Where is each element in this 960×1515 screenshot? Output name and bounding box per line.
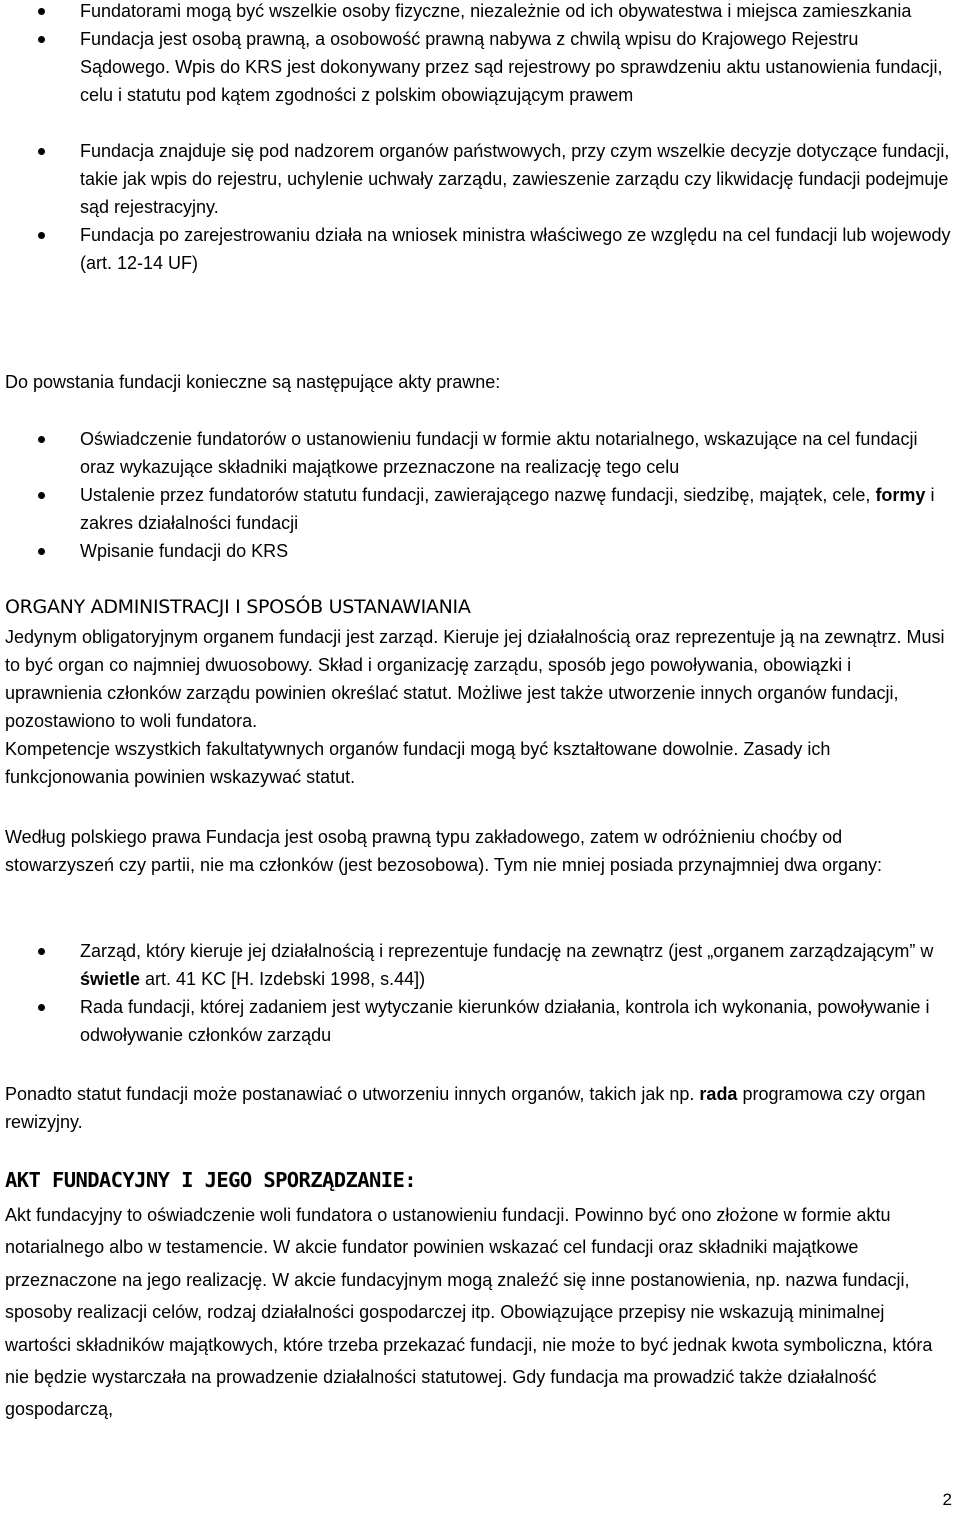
- ponadto-text: Ponadto statut fundacji może postanawiać o utworzeniu innych organów, takich jak np.: [5, 1084, 700, 1104]
- list-item: [0, 993, 960, 1049]
- bullet-list-organy: [0, 937, 960, 1049]
- paragraph-akty-intro: [0, 368, 960, 396]
- list-item: [0, 0, 960, 25]
- list-item-text: Fundacja znajduje się pod nadzorem organów państwowych, przy czym wszelkie decyzje dotyczące fundacji, takie jak wpis do rejestru, uchylenie uchwały zarządu, zawieszenie zarządu czy likwidację fundacji podejmuje sąd rejestracyjny.: [80, 141, 950, 217]
- list-item-text: Rada fundacji, której zadaniem jest wytyczanie kierunków działania, kontrola ich wykonania, powoływanie i odwoływanie członków zarządu: [80, 997, 930, 1045]
- list-item: [0, 221, 960, 277]
- ponadto-text-tail: programowa czy organ rewizyjny.: [5, 1084, 926, 1132]
- paragraph-akt: [0, 1199, 960, 1426]
- section-heading-organy: ORGANY ADMINISTRACJI I SPOSÓB USTANAWIANIA: [5, 596, 471, 618]
- bullet-icon: [38, 148, 45, 155]
- list-item: [0, 137, 960, 221]
- akt-text: Akt fundacyjny to oświadczenie woli fundatora o ustanowieniu fundacji. Powinno być ono złożone w formie aktu notarialnego albo w testamencie. W akcie fundator powinien wskazać cel fundacji oraz składniki majątkowe przeznaczone na jego realizację. W akcie fundacyjnym mogą znaleźć się inne postanowienia, np. nazwa fundacji, sposoby realizacji celów, rodzaj działalności gospodarczej itp. Obowiązujące przepisy nie wskazują minimalnej wartości składników majątkowych, które trzeba przekazać fundacji, nie może to być jednak kwota symboliczna, która nie będzie wystarczała na prowadzenie działalności statutowej. Gdy fundacja ma prowadzić także działalność gospodarczą,: [5, 1205, 933, 1420]
- list-item-text: Fundatorami mogą być wszelkie osoby fizyczne, niezależnie od ich obywatestwa i miejsca zamieszkania: [80, 1, 912, 21]
- organy-para-1: Jedynym obligatoryjnym organem fundacji jest zarząd. Kieruje jej działalnością oraz reprezentuje ją na zewnątrz. Musi to być organ co najmniej dwuosobowy. Skład i organizację zarządu, sposób jego powoływania, obowiązki i uprawnienia członków zarządu powinien określać statut. Możliwe jest także utworzenie innych organów fundacji, pozostawiono to woli fundatora.: [5, 627, 945, 731]
- section-heading-akt: AKT FUNDACYJNY I JEGO SPORZĄDZANIE:: [5, 1168, 416, 1192]
- list-item-text-tail: art. 41 KC [H. Izdebski 1998, s.44]): [140, 969, 426, 989]
- list-item: [0, 937, 960, 993]
- list-item-text: Zarząd, który kieruje jej działalnością i reprezentuje fundację na zewnątrz (jest „organem zarządzającym” w: [80, 941, 934, 961]
- paragraph-ponadto: [0, 1080, 960, 1136]
- bullet-icon: [38, 8, 45, 15]
- list-item-text: Ustalenie przez fundatorów statutu fundacji, zawierającego nazwę fundacji, siedzibę, majątek, cele,: [80, 485, 876, 505]
- bullet-icon: [38, 492, 45, 499]
- prawo-text: Według polskiego prawa Fundacja jest osobą prawną typu zakładowego, zatem w odróżnieniu choćby od stowarzyszeń czy partii, nie ma członków (jest bezosobowa). Tym nie mniej posiada przynajmniej dwa organy:: [5, 827, 883, 875]
- list-item-text: Wpisanie fundacji do KRS: [80, 541, 289, 561]
- bullet-icon: [38, 436, 45, 443]
- bullet-icon: [38, 548, 45, 555]
- list-item: [0, 481, 960, 537]
- bullet-icon: [38, 232, 45, 239]
- organy-para-2: Kompetencje wszystkich fakultatywnych organów fundacji mogą być kształtowane dowolnie. Zasady ich funkcjonowania powinien wskazywać statut.: [5, 739, 831, 787]
- akty-intro-text: Do powstania fundacji konieczne są następujące akty prawne:: [5, 372, 501, 392]
- bold-word-rada: rada: [699, 1084, 738, 1104]
- list-item: [0, 25, 960, 109]
- bold-word-formy: formy: [875, 485, 926, 505]
- list-item-text-tail: i zakres działalności fundacji: [80, 485, 935, 533]
- list-item-text: Fundacja po zarejestrowaniu działa na wniosek ministra właściwego ze względu na cel fundacji lub wojewody (art. 12-14 UF): [80, 225, 951, 273]
- bullet-icon: [38, 36, 45, 43]
- bold-word-swietle: świetle: [80, 969, 141, 989]
- list-item: [0, 425, 960, 481]
- list-item-text: Fundacja jest osobą prawną, a osobowość prawną nabywa z chwilą wpisu do Krajowego Rejestru Sądowego. Wpis do KRS jest dokonywany przez sąd rejestrowy po sprawdzeniu aktu ustanowienia fundacji, celu i statutu pod kątem zgodności z polskim obowiązującym prawem: [80, 29, 943, 105]
- bullet-list-akty: [0, 425, 960, 565]
- bullet-icon: [38, 1004, 45, 1011]
- paragraph-prawo: [0, 823, 960, 879]
- bullet-icon: [38, 948, 45, 955]
- paragraph-organy: [0, 623, 960, 791]
- list-item: [0, 537, 960, 565]
- bullet-list-fundacja: [0, 0, 960, 277]
- page-number: 2: [942, 1490, 952, 1509]
- list-item-text: Oświadczenie fundatorów o ustanowieniu fundacji w formie aktu notarialnego, wskazujące na cel fundacji oraz wykazujące składniki majątkowe przeznaczone na realizację tego celu: [80, 429, 918, 477]
